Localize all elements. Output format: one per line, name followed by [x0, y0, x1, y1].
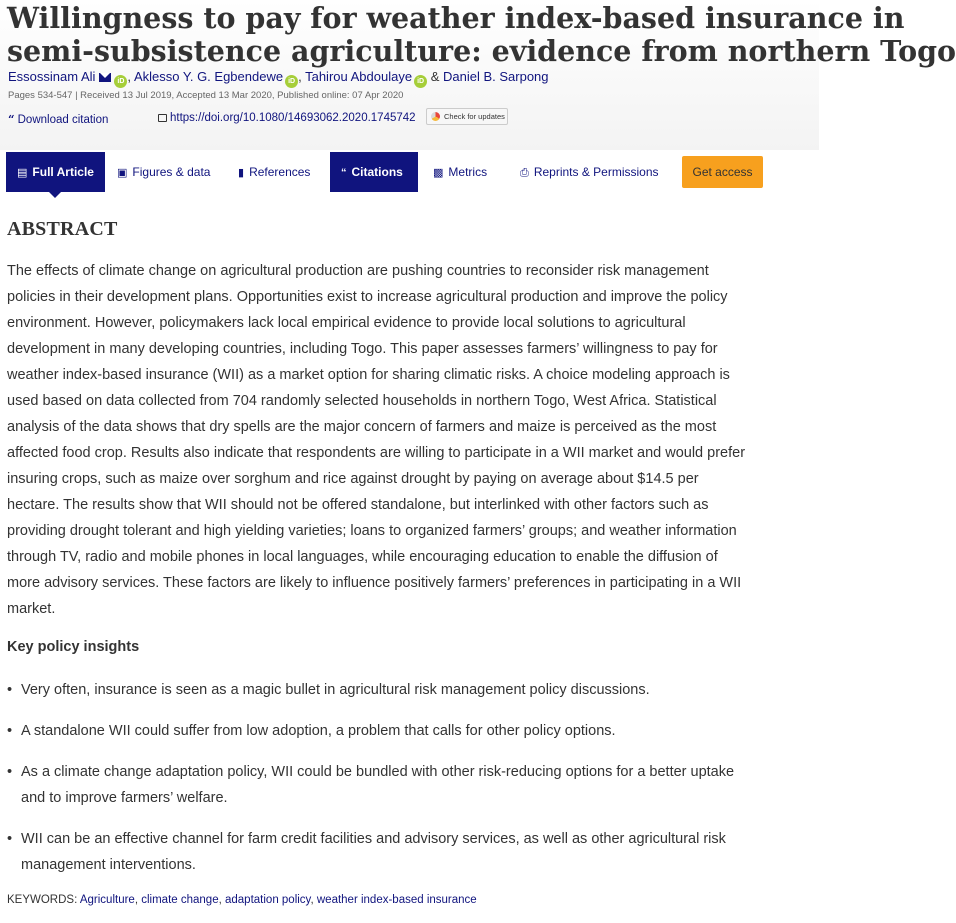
document-icon: ▤: [17, 167, 28, 179]
author-list: [8, 69, 549, 88]
tab-label: Reprints & Permissions: [533, 165, 659, 179]
key-policy-heading: Key policy insights: [7, 639, 140, 655]
author-separator: ,: [127, 69, 132, 84]
keyword-link[interactable]: climate change: [141, 894, 219, 906]
doi-link[interactable]: [158, 112, 416, 124]
keyword-separator: ,: [134, 894, 139, 906]
author-link[interactable]: Essossinam Ali: [8, 69, 96, 84]
keywords: [7, 894, 477, 906]
author-link[interactable]: Tahirou Abdoulaye: [305, 69, 413, 84]
orcid-icon[interactable]: iD: [414, 75, 427, 88]
email-icon[interactable]: [99, 73, 111, 82]
abstract-text: The effects of climate change on agricultural production are pushing countries to reconsider risk management policies in their development plans. Opportunities exist to increase agricultural production and improve the policy environment. However, policymakers lack local empirical evidence to provide local solutions to agricultural development in many developing countries, including Togo. This paper assesses farmers’ willingness to pay for weather index-based insurance (WII) as a market option for sharing climatic risks. A choice modeling approach is used based on data collected from 704 randomly selected households in northern Togo, West Africa. Statistical analysis of the data shows that dry spells are the major concern of farmers and maize is perceived as the most affected food crop. Results also indicate that respondents are willing to participate in a WII market and would prefer insuring crops, such as maize over sorghum and rice against drought by paying on average about $14.5 per hectare. The results show that WII should not be offered standalone, but interlinked with other factors such as providing drought tolerant and high yielding varieties; loans to organized farmers’ groups; and weather information through TV, radio and mobile phones in local languages, while encouraging education to enable the diffusion of more advisory services. These factors are likely to influence positively farmers’ preferences in participating in a WII market.: [7, 263, 746, 617]
print-icon: ⎙: [520, 167, 529, 179]
check-for-updates-button[interactable]: Check for updates: [426, 108, 508, 125]
abstract-heading: ABSTRACT: [7, 218, 118, 240]
publication-meta: Pages 534-547 | Received 13 Jul 2019, Accepted 13 Mar 2020, Published online: 07 Apr 2020: [8, 90, 404, 101]
tab-citations[interactable]: [330, 152, 418, 192]
get-access-button[interactable]: Get access: [682, 156, 763, 188]
list-item: • Very often, insurance is seen as a magic bullet in agricultural risk management policy discussions.: [7, 677, 747, 703]
link-icon: [158, 114, 167, 122]
keyword-separator: ,: [218, 894, 222, 906]
article-header: [0, 0, 956, 150]
keywords-label: KEYWORDS:: [7, 894, 78, 906]
tab-full-article[interactable]: [6, 152, 105, 192]
quote-icon: “: [341, 167, 347, 179]
list-item: • A standalone WII could suffer from low adoption, a problem that calls for other policy options.: [7, 718, 747, 744]
list-item: • WII can be an effective channel for farm credit facilities and advisory services, as well as other agricultural risk management interventions.: [7, 826, 747, 878]
keyword-link[interactable]: Agriculture: [79, 894, 135, 906]
keyword-separator: ,: [310, 894, 314, 906]
tab-label: Citations: [351, 165, 403, 179]
tab-metrics[interactable]: [433, 152, 487, 192]
download-citation-label: Download citation: [17, 114, 109, 126]
orcid-icon[interactable]: iD: [285, 75, 298, 88]
tab-label: Metrics: [448, 165, 488, 179]
author-separator: ,: [298, 69, 302, 84]
image-icon: ▣: [117, 167, 128, 179]
title-line-2: semi-subsistence agriculture: evidence from northern Togo: [7, 34, 956, 68]
citation-row: [8, 112, 416, 126]
tab-label: References: [249, 165, 311, 179]
tab-figures-data[interactable]: [117, 152, 210, 192]
keyword-link[interactable]: adaptation policy: [225, 894, 311, 906]
author-link[interactable]: Aklesso Y. G. Egbendewe: [133, 69, 284, 84]
download-citation-link[interactable]: [8, 114, 108, 126]
list-item: • As a climate change adaptation policy, WII could be bundled with other risk-reducing options for a better uptake and to improve farmers’ welfare.: [7, 759, 747, 811]
article-title: [7, 1, 956, 68]
author-separator: &: [430, 69, 440, 84]
tab-reprints-permissions[interactable]: [520, 152, 659, 192]
key-policy-list: [7, 677, 747, 893]
bar-chart-icon: ▩: [433, 167, 444, 179]
doi-label: https://doi.org/10.1080/14693062.2020.1745742: [170, 112, 416, 124]
quote-icon: “: [8, 112, 15, 126]
tab-references[interactable]: [238, 152, 310, 192]
tab-label: Figures & data: [132, 165, 211, 179]
title-line-1: Willingness to pay for weather index-based insurance in: [7, 1, 905, 35]
keyword-link[interactable]: weather index-based insurance: [316, 894, 477, 906]
book-icon: ▮: [238, 167, 245, 179]
tab-label: Full Article: [32, 165, 94, 179]
author-link[interactable]: Daniel B. Sarpong: [443, 69, 549, 84]
orcid-icon[interactable]: iD: [114, 75, 127, 88]
